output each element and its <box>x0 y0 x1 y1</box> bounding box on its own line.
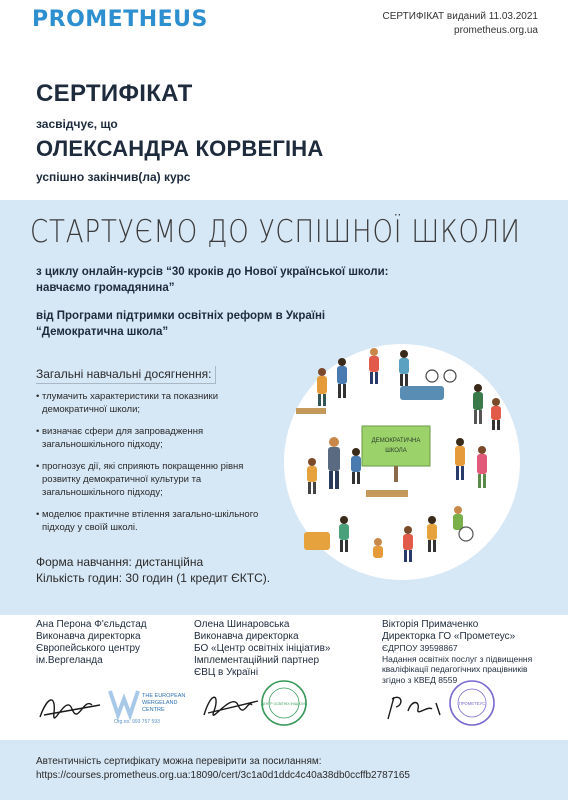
program-line-1: від Програми підтримки освітніх реформ в Україні <box>36 310 326 322</box>
signer-1-org-2: ім.Вергеланда <box>36 655 103 666</box>
course-panel <box>0 200 568 615</box>
achievements-list <box>36 390 260 543</box>
stamp-prometheus-icon <box>450 681 494 725</box>
signer-1-name: Ана Перона Ф'єльдстад <box>36 619 147 630</box>
ewc-logo-line-1: THE EUROPEAN <box>142 693 186 699</box>
header <box>0 0 568 60</box>
achievements-title: Загальні навчальні досягнення: <box>36 366 216 384</box>
sofa <box>400 386 444 400</box>
democratic-school-illustration <box>282 342 522 582</box>
signature-2 <box>204 697 258 715</box>
ewc-logo <box>110 691 185 725</box>
board-label-1: ДЕМОКРАТИЧНА <box>371 438 421 444</box>
signer-3-edrpou: ЄДРПОУ 39598867 <box>382 643 458 653</box>
stamp-prometheus-text: ПРОМЕТЕУС <box>458 701 486 706</box>
ewc-logo-line-2: WERGELAND <box>142 700 178 706</box>
ewc-logo-mark <box>110 691 138 715</box>
signer-2 <box>194 619 330 679</box>
certificate-title-block <box>0 60 568 200</box>
signer-2-partner: Імплементаційний партнер <box>194 655 320 666</box>
signer-3-role: Директорка ГО «Прометеус» <box>382 631 516 642</box>
signer-2-role: Виконавча директорка <box>194 631 299 642</box>
list-item: • прогнозує дії, які сприяють покращенню рівня розвитку демократичної культури та загальношкільного підходу; <box>36 460 260 499</box>
study-form: Форма навчання: дистанційна <box>36 555 204 569</box>
ewc-logo-line-3: CENTRE <box>142 707 165 713</box>
signer-3-license-3: згідно з КВЕД 8559 <box>382 674 458 685</box>
course-program <box>36 308 456 340</box>
signer-2-name: Олена Шинаровська <box>194 619 290 630</box>
signatures-and-stamps <box>0 675 568 735</box>
chalkboard <box>362 426 430 466</box>
verification-footer <box>0 740 568 800</box>
course-series <box>36 264 456 296</box>
signer-3-name: Вікторія Примаченко <box>382 619 479 630</box>
signer-3-license-2: кваліфікації педагогічних працівників <box>382 664 528 674</box>
program-line-2: “Демократична школа” <box>36 326 169 338</box>
study-info <box>36 554 270 586</box>
stamp-center-icon <box>261 681 308 725</box>
list-item: • тлумачить характеристики та показники демократичної школи; <box>36 390 260 416</box>
list-item: • моделює практичне втілення загально-шкільного підходу у своїй школі. <box>36 508 260 534</box>
prometheus-logo <box>32 7 208 32</box>
table <box>296 408 326 414</box>
board-label-2: ШКОЛА <box>385 448 407 454</box>
signature-3 <box>388 697 440 719</box>
issue-info <box>383 10 538 38</box>
signer-1 <box>36 619 147 667</box>
stamp-center-text: ЦЕНТР ОСВІТНІХ ІНІЦІАТИВ <box>261 702 307 706</box>
series-line-2: навчаємо громадянина” <box>36 282 175 294</box>
course-title: СТАРТУЄМО ДО УСПІШНОЇ ШКОЛИ <box>30 214 521 250</box>
issue-date: СЕРТИФІКАТ виданий 11.03.2021 <box>382 11 538 22</box>
series-line-1: з циклу онлайн-курсів “30 кроків до Нової української школи: <box>36 266 389 278</box>
signer-2-partner-2: ЄВЦ в Україні <box>194 667 259 678</box>
table <box>366 490 408 497</box>
signature-1 <box>40 700 100 718</box>
signer-3-license-1: Надання освітніх послуг з підвищення <box>382 653 533 664</box>
list-item: • визначає сфери для запровадження загальношкільного підходу; <box>36 425 260 451</box>
completed-label: успішно закінчив(ла) курс <box>36 170 191 184</box>
ewc-logo-org: Org.no. 993 757 593 <box>114 719 160 725</box>
verify-text: Автентичність сертифікату можна перевірити за посиланням: <box>36 756 322 767</box>
site-url: prometheus.org.ua <box>454 25 538 36</box>
signer-1-org: Європейського центру <box>36 643 140 654</box>
logo-text: PROMETHEUS <box>32 7 208 32</box>
signer-1-role: Виконавча директорка <box>36 631 141 642</box>
attests-label: засвідчує, що <box>36 117 118 131</box>
board-stand <box>394 466 398 482</box>
recipient-name: ОЛЕКСАНДРА КОРВЕГІНА <box>36 136 324 161</box>
verify-url[interactable]: https://courses.prometheus.org.ua:18090/cert/3c1a0d1ddc4c40a38db0ccffb2787165 <box>36 770 410 781</box>
armchair <box>304 532 330 550</box>
study-hours: Кількість годин: 30 годин (1 кредит ЄКТС). <box>36 571 271 585</box>
signer-2-org: БО «Центр освітніх ініціатив» <box>194 643 331 654</box>
certificate-title: СЕРТИФІКАТ <box>36 80 193 107</box>
